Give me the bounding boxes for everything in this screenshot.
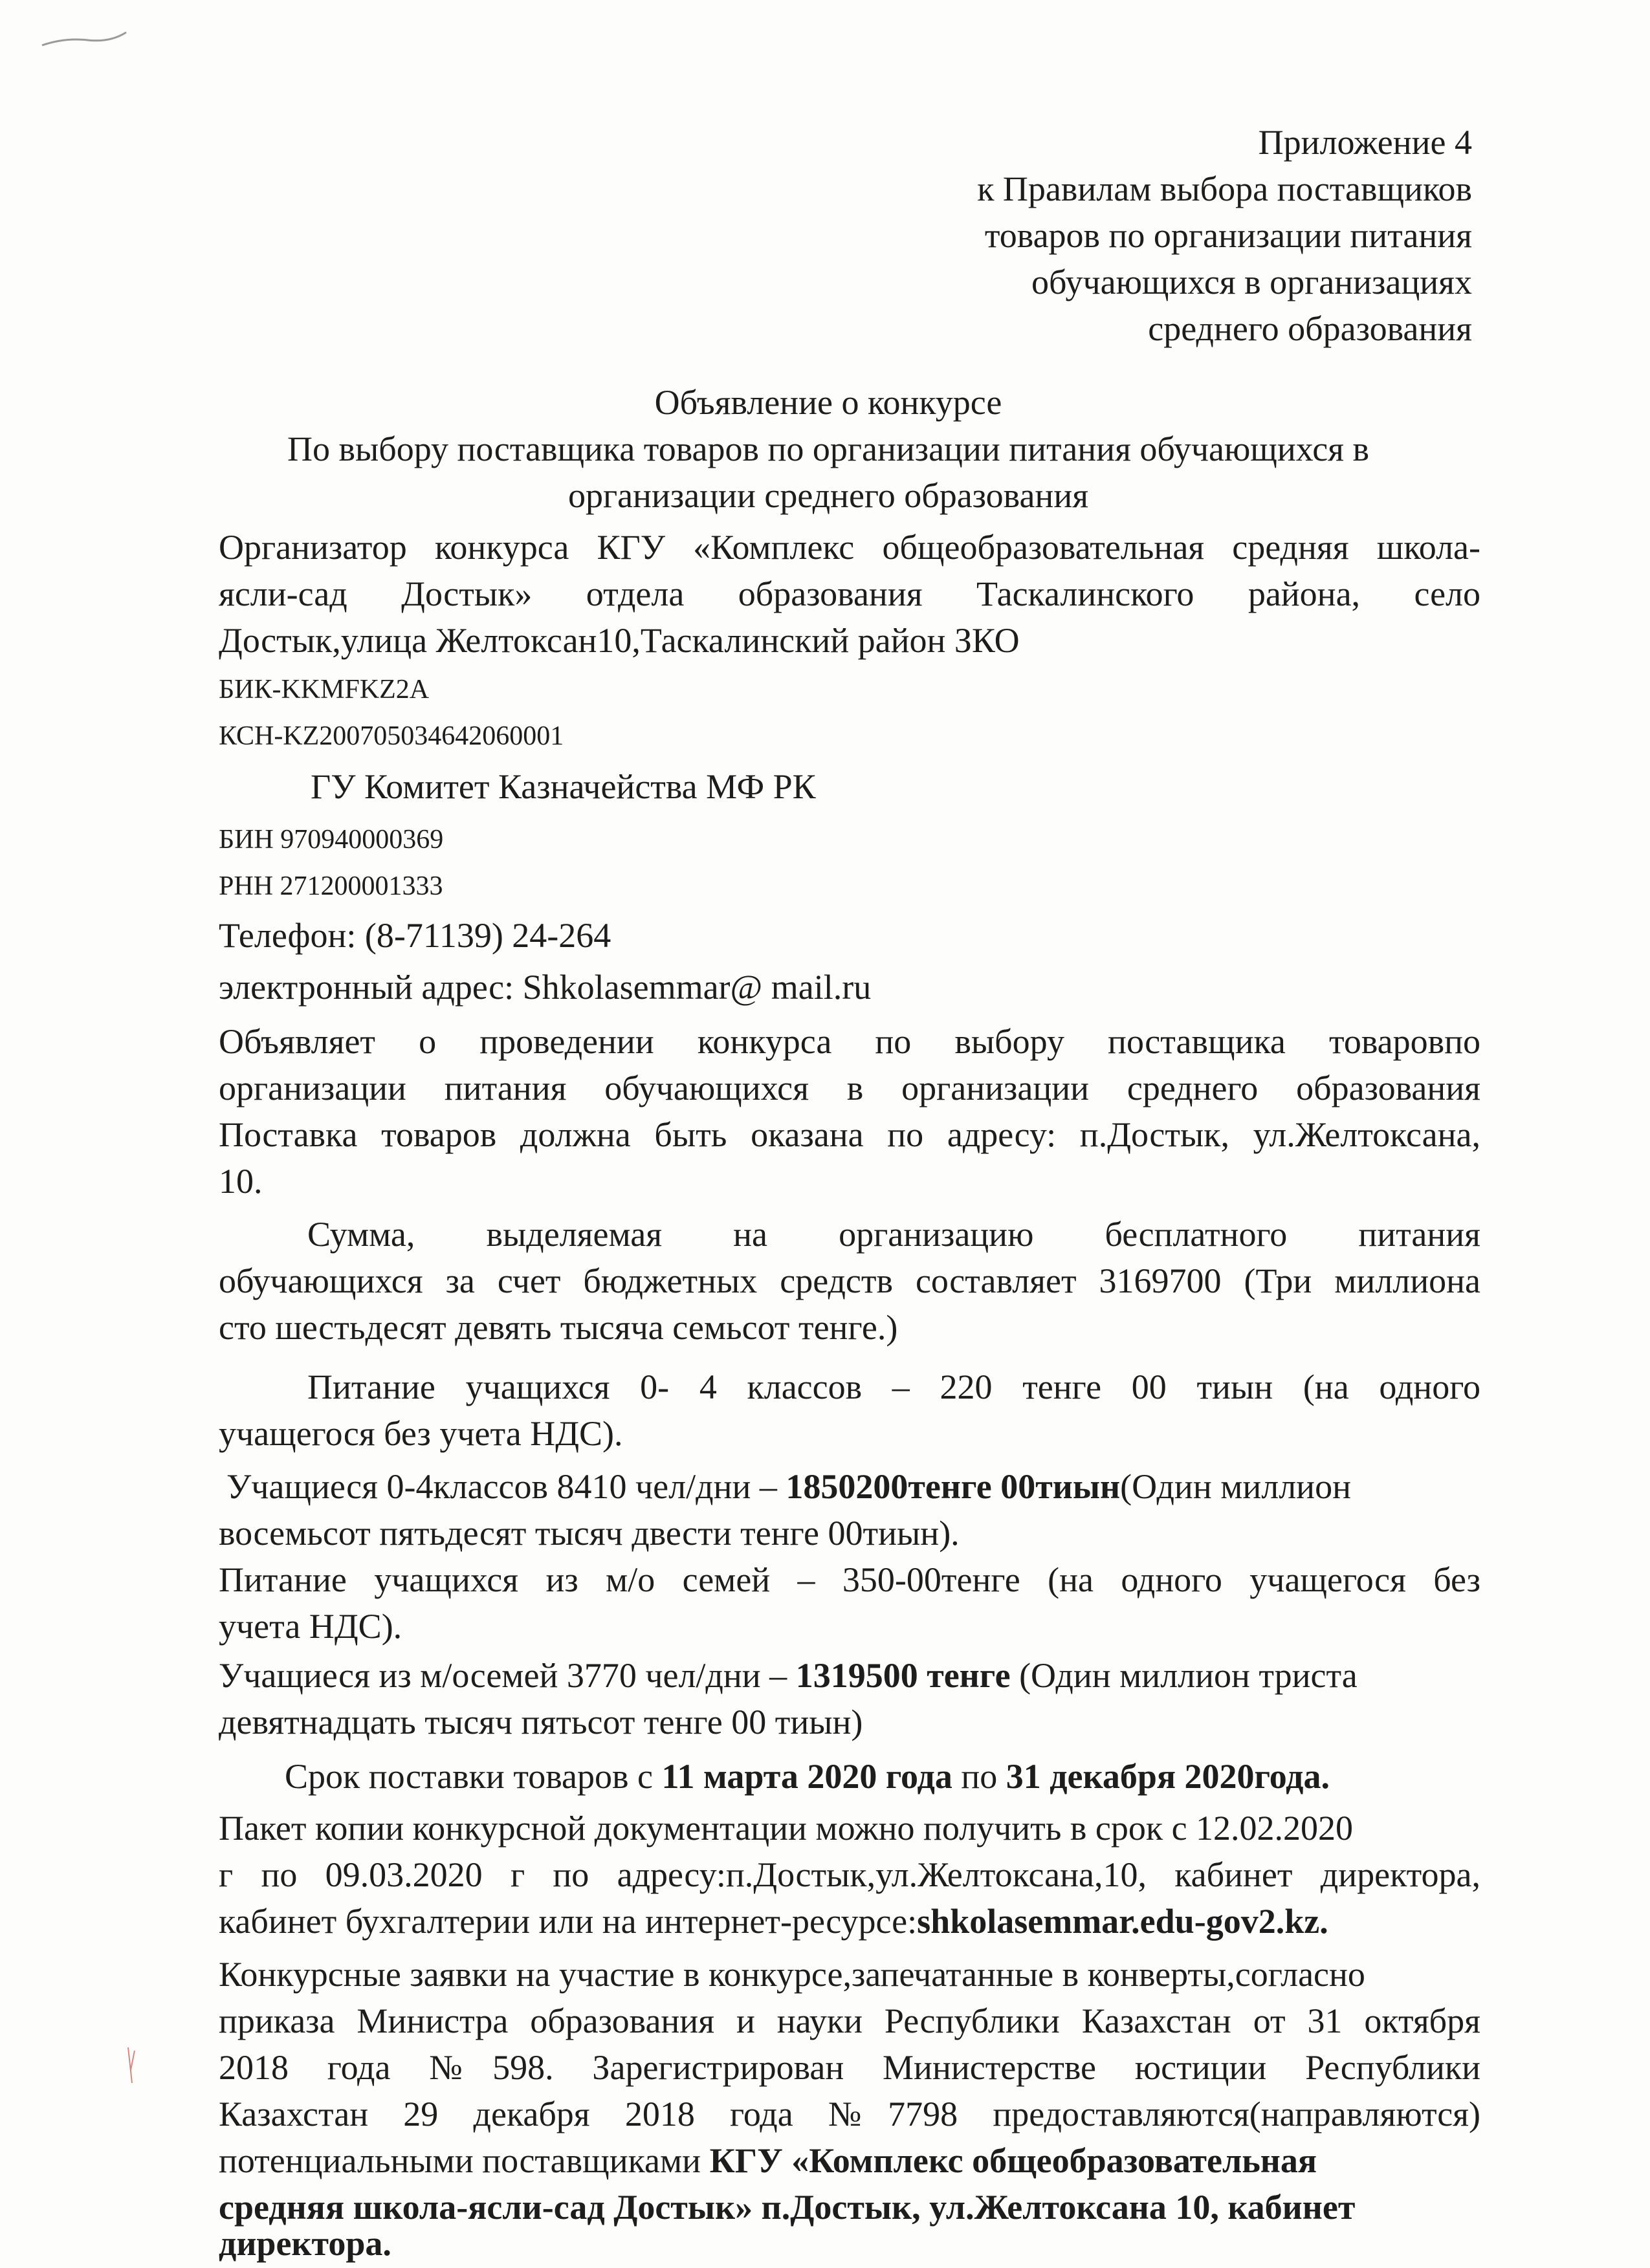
appendix-line-3: товаров по организации питания: [984, 216, 1472, 255]
students1-suffix: (Один миллион: [1120, 1467, 1351, 1506]
bids-line-4: Казахстан 29 декабря 2018 года №7798 предоставляются(направляются): [219, 2095, 1480, 2133]
title-line-3: организации среднего образования: [567, 476, 1089, 515]
announce-line-4: 10.: [219, 1162, 263, 1201]
sum-line-2: обучающихся за счет бюджетных средств составляет 3169700 (Три миллиона: [219, 1261, 1480, 1300]
appendix-line-4: обучающихся в организациях: [1031, 263, 1472, 301]
email-address: электронный адрес: Shkolasemmar@ mail.ru: [219, 968, 872, 1007]
students2-line-2: девятнадцать тысяч пятьсот тенге 00 тиын): [219, 1703, 863, 1741]
bids-line-3: 2018 года №598. Зарегистрирован Министерстве юстиции Республики: [219, 2048, 1480, 2087]
bids-line-1: Конкурсные заявки на участие в конкурсе,запечатанные в конверты,согласно: [219, 1955, 1365, 1994]
bik-code: БИК-KKMFKZ2A: [219, 675, 430, 704]
scan-artifact-mark: [39, 26, 129, 52]
students2-prefix: Учащиеся из м/осемей 3770 чел/дни –: [219, 1656, 796, 1695]
announce-line-3: Поставка товаров должна быть оказана по адресу: п.Достык, ул.Желтоксана,: [219, 1115, 1480, 1154]
food1-line-1: Питание учащихся 0- 4 классов – 220 тенге 00 тиын (на одного: [307, 1368, 1480, 1406]
bids-line-2: приказа Министра образования и науки Республики Казахстан от 31 октября: [219, 2001, 1480, 2040]
announce-line-2: организации питания обучающихся в организации среднего образования: [219, 1069, 1480, 1107]
ksn-code: КСН-KZ200705034642060001: [219, 721, 564, 751]
appendix-line-5: среднего образования: [1148, 309, 1472, 348]
bids-line-6: средняя школа-ясли-сад Достык» п.Достык, ул.Желтоксана 10, кабинет: [219, 2188, 1356, 2227]
bids-organization: КГУ «Комплекс общеобразовательная: [709, 2141, 1317, 2180]
term-prefix: Срок поставки товаров с: [285, 1757, 662, 1796]
food2-line-2: учета НДС).: [219, 1607, 402, 1646]
announce-line-1: Объявляет о проведении конкурса по выбору поставщика товаровпо: [219, 1022, 1480, 1061]
package-website: shkolasemmar.edu-gov2.kz.: [917, 1902, 1328, 1941]
appendix-line-1: Приложение 4: [1258, 123, 1472, 162]
term-start-date: 11 марта 2020 года: [661, 1757, 952, 1796]
organizer-line-1: Организатор конкурса КГУ «Комплекс общеобразовательная средняя школа-: [219, 528, 1480, 567]
package-line-3: [219, 1898, 1328, 1945]
bank-name: ГУ Комитет Казначейства МФ РК: [311, 767, 816, 806]
students2-suffix: (Один миллион триста: [1010, 1656, 1358, 1695]
phone-number: Телефон: (8-71139) 24-264: [219, 916, 611, 955]
bids-line-7: директора.: [219, 2224, 391, 2263]
bids-line-5: [219, 2137, 1317, 2184]
bids-line-5-prefix: потенциальными поставщиками: [219, 2141, 710, 2180]
appendix-line-2: к Правилам выбора поставщиков: [977, 169, 1472, 208]
rnn-code: РНН 271200001333: [219, 871, 443, 901]
bin-code: БИН 970940000369: [219, 825, 444, 855]
title-line-2: По выбору поставщика товаров по организации питания обучающихся в: [287, 430, 1370, 468]
pen-mark: [123, 2044, 142, 2089]
term-end-date: 31 декабря 2020года.: [1006, 1757, 1330, 1796]
students1-line-1: [226, 1463, 1351, 1510]
students2-line-1: [219, 1652, 1358, 1699]
students1-amount: 1850200тенге 00тиын: [786, 1467, 1121, 1506]
food2-line-1: Питание учащихся из м/о семей – 350-00тенге (на одного учащегося без: [219, 1560, 1480, 1599]
organizer-line-3: Достык,улица Желтоксан10,Таскалинский район ЗКО: [219, 621, 1020, 660]
title-line-1: Объявление о конкурсе: [654, 383, 1002, 422]
package-line-1: Пакет копии конкурсной документации можно получить в срок с 12.02.2020: [219, 1809, 1354, 1848]
package-line-3-prefix: кабинет бухгалтерии или на интернет-ресурсе:: [219, 1902, 918, 1941]
term-middle: по: [952, 1757, 1006, 1796]
term-line: [285, 1753, 1330, 1800]
organizer-line-2: ясли-сад Достык» отдела образования Таскалинского района, село: [219, 574, 1480, 613]
sum-line-1: Сумма, выделяемая на организацию бесплатного питания: [307, 1215, 1480, 1254]
package-line-2: г по 09.03.2020 г по адресу:п.Достык,ул.Желтоксана,10, кабинет директора,: [219, 1855, 1480, 1894]
food1-line-2: учащегося без учета НДС).: [219, 1414, 623, 1453]
students1-line-2: восемьсот пятьдесят тысяч двести тенге 00тиын).: [219, 1514, 960, 1553]
students2-amount: 1319500 тенге: [795, 1656, 1011, 1695]
sum-line-3: сто шестьдесят девять тысяча семьсот тенге.): [219, 1308, 898, 1347]
students1-prefix: Учащиеся 0-4классов 8410 чел/дни –: [226, 1467, 786, 1506]
